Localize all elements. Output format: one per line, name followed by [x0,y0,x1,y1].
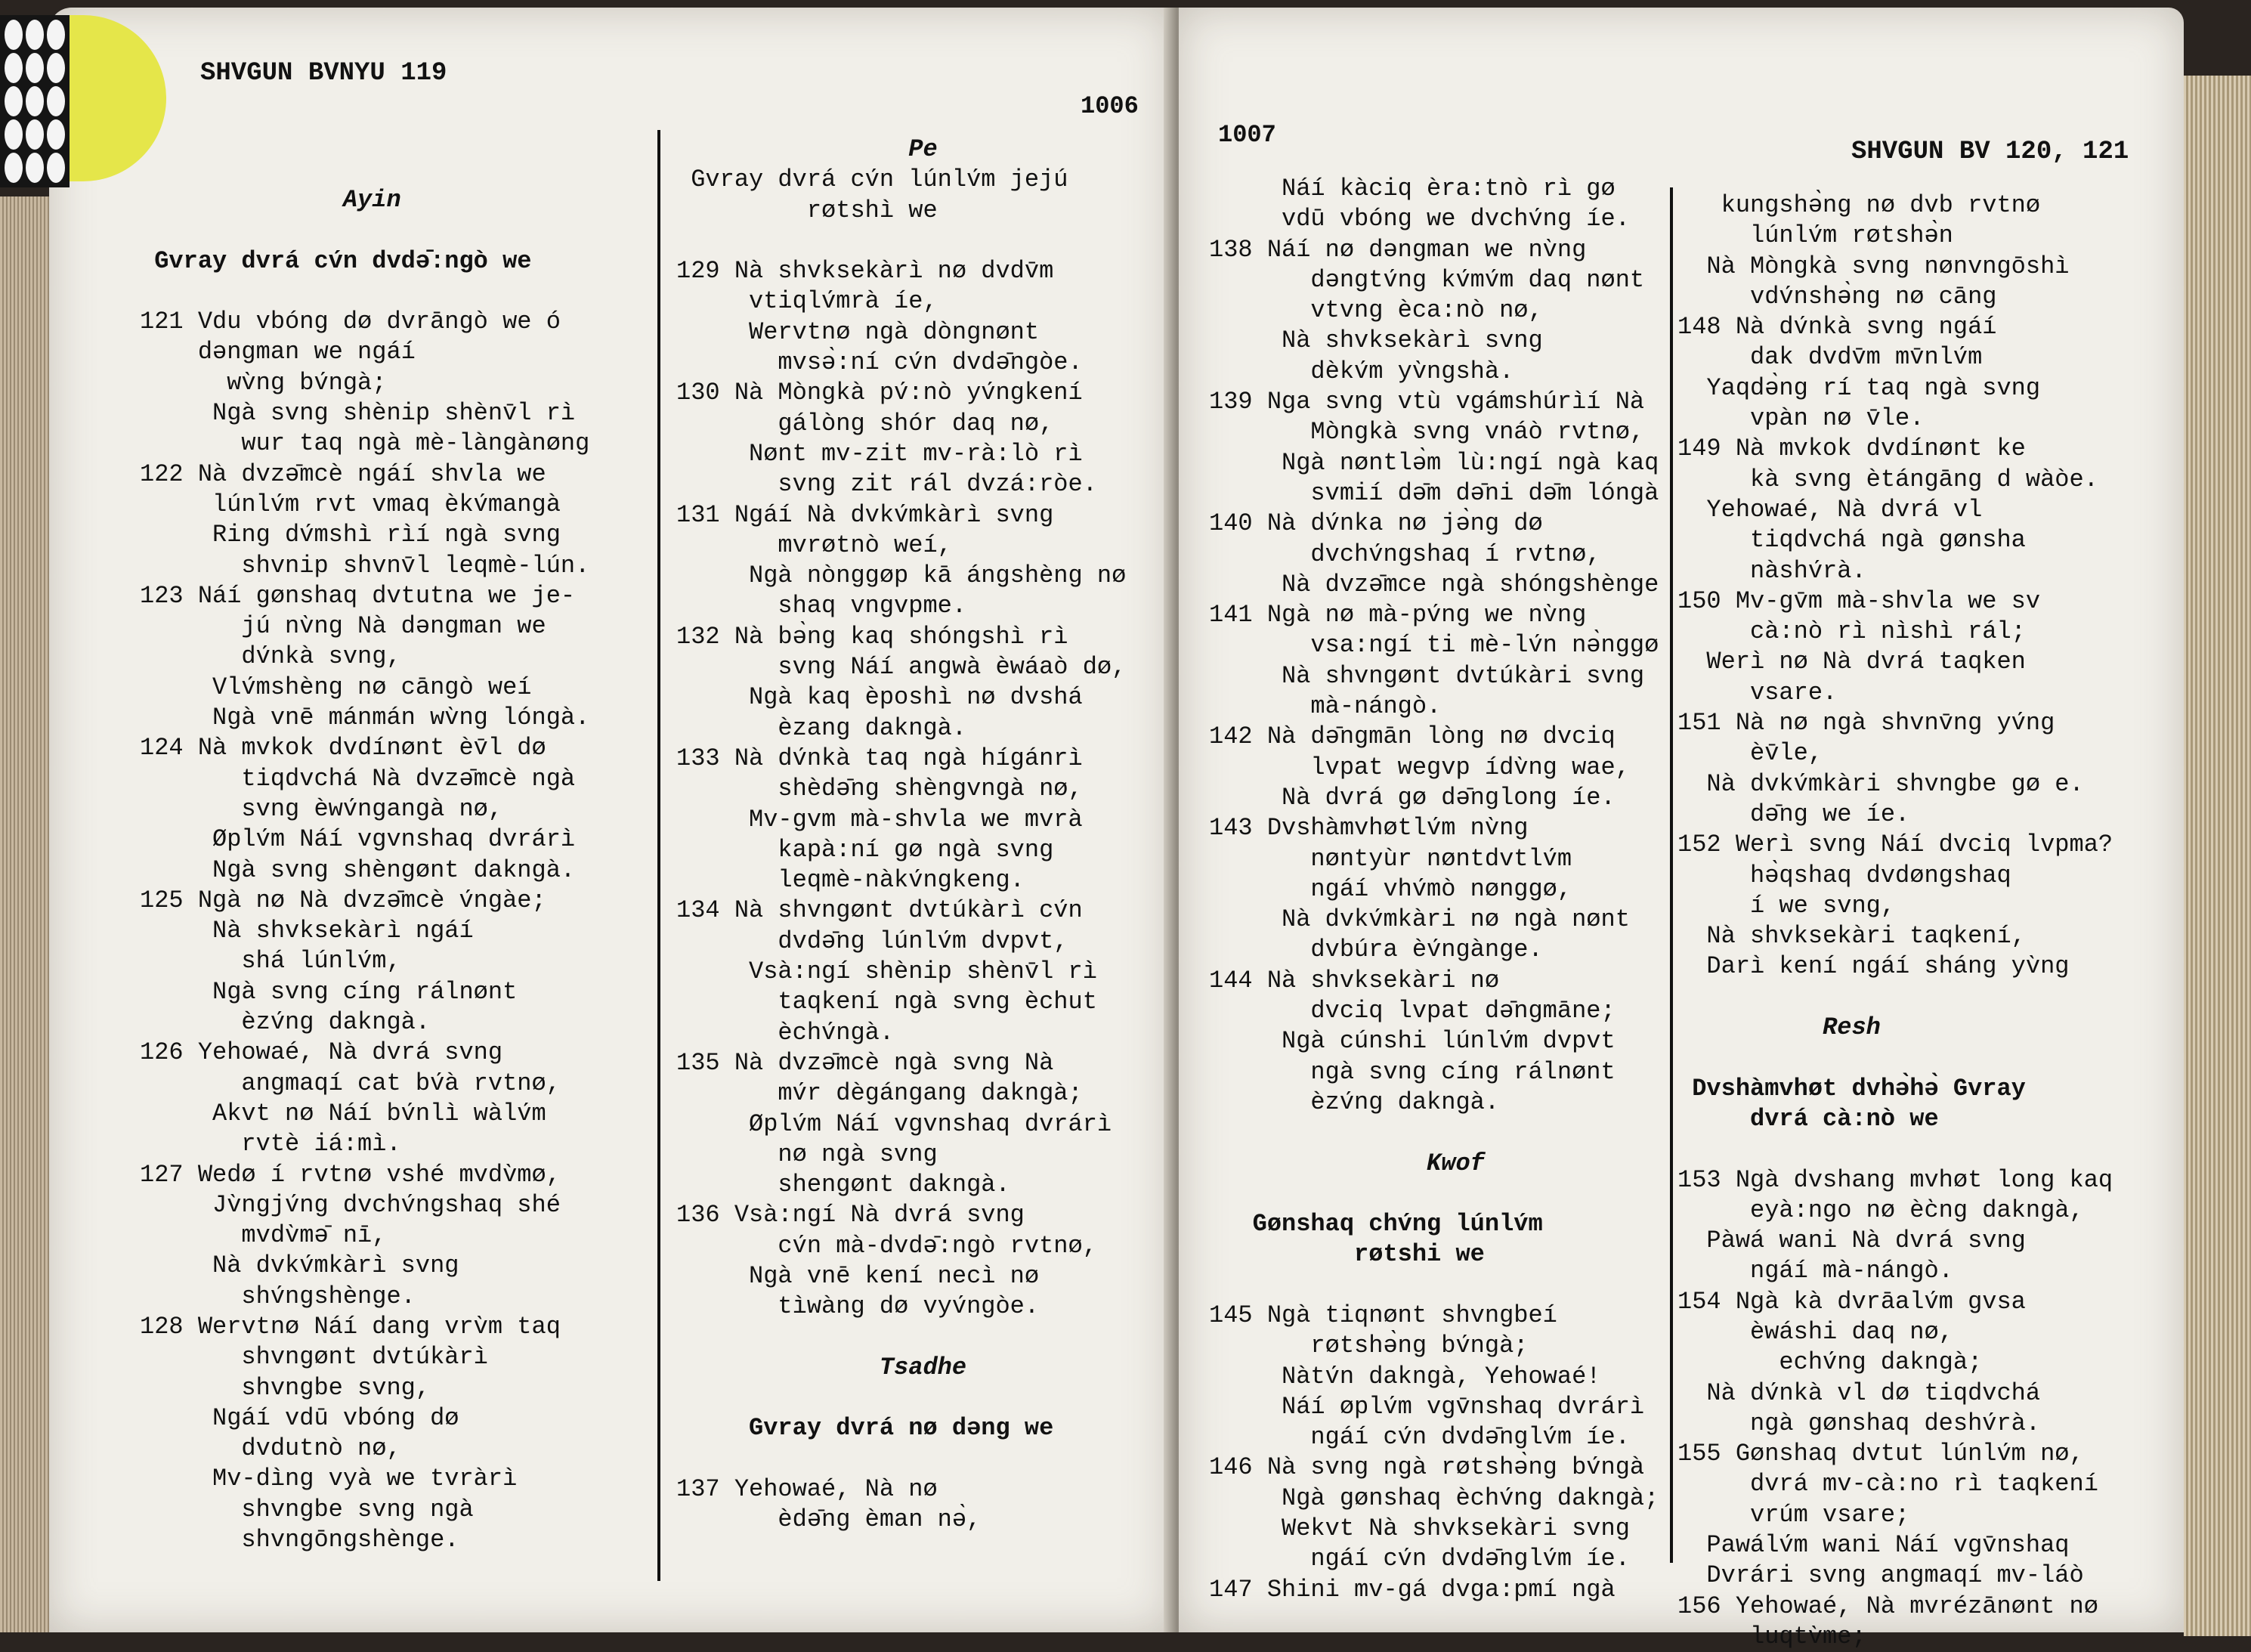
text-line: dəngtv́ng kv́mv́m daq nønt [1209,265,1645,294]
text-line: Wervtnø ngà dòngnønt [676,317,1040,346]
text-line: Ngà gønshaq èchv́ng dakngà; [1209,1483,1659,1512]
text-line: də̄ng we íe. [1677,800,1910,828]
text-line [1677,1134,2184,1165]
text-line: Nà Mòngkà svng nønvngōshì [1677,252,2070,280]
text-line: Ngà cúnshi lúnlv́m dvpvt [1209,1027,1616,1056]
text-line: Ngà vnē mánmán wv̀ng lóngà. [140,704,590,732]
text-line: Pe [676,135,938,163]
text-line: shvngbe svng ngà [140,1495,474,1524]
text-line: 151 Nà nø ngà shvnv̄ng yv́ng [1677,709,2055,738]
text-line: dvrá cà:nò we [1677,1104,1939,1133]
text-line: ngáí mà-nángò. [1677,1257,1953,1285]
text-line: svmií də̄m də̄ni də̄m lóngà [1209,478,1659,507]
text-line: shvngōngshènge. [140,1526,459,1555]
text-line [676,1444,1126,1474]
text-line: Gvray dvrá cv́n dvdə̄:ngò we [140,246,532,275]
text-line: Gvray dvrá cv́n lúnlv́m jejú [676,166,1068,194]
text-line: røtshi we [1209,1240,1485,1269]
text-line: kungshə̀ng nø dvb rvtnø [1677,191,2041,219]
text-line [1209,1118,1659,1148]
text-line: rvtè iá:mì. [140,1130,401,1159]
text-line: Yehowaé, Nà dvrá vl [1677,495,1983,524]
text-line: Resh [1677,1013,1881,1042]
text-line: 154 Ngà kà dvrāalv́m gvsa [1677,1287,2026,1316]
text-line: Mòngkà svng vnáò rvtnø, [1209,418,1645,447]
text-line: Ngáí vdū vbóng dø [140,1403,459,1432]
text-line: Nà dv́nkà vl dø tiqdvchá [1677,1378,2041,1407]
text-line [676,1323,1126,1353]
text-line: Nàtv́n dakngà, Yehowaé! [1209,1362,1601,1391]
text-line: Nà dvkv́mkàri shvngbe gø e. [1677,769,2084,798]
text-line: nàshv́rà. [1677,556,1866,585]
text-line: lvpat wegvp ídv̀ng wae, [1209,753,1630,781]
text-line: taqkení ngà svng èchut [676,988,1097,1016]
text-line: 136 Vsà:ngí Nà dvrá svng [676,1201,1025,1230]
text-line: cv́n mà-dvdə̄:ngò rvtnø, [676,1231,1097,1260]
text-line: Nà dvkv́mkàrì svng [140,1251,459,1280]
text-line [140,215,589,246]
text-line: èwáshi daq nø, [1677,1317,1953,1346]
text-line: Dvrári svng angmaqí mv-láò [1677,1561,2084,1590]
text-line: nø ngà svng [676,1140,938,1168]
text-line: luqtv̀me; [1677,1622,1866,1650]
text-line: 123 Náí gønshaq dvtutna we je- [140,581,576,610]
text-line: 149 Nà mvkok dvdínønt ke [1677,435,2026,463]
text-line: Nà shvngønt dvtúkàri svng [1209,661,1645,690]
text-line: Mv-gvm mà-shvla we mvrà [676,805,1083,834]
text-line: dvciq lvpat də̄ngmāne; [1209,997,1616,1026]
text-line: 133 Nà dv́nkà taq ngà hígánrì [676,744,1083,772]
text-line: 137 Yehowaé, Nà nø [676,1475,938,1504]
page-number-right: 1007 [1218,121,1276,149]
text-line: 140 Nà dv́nka nø jə̀ng dø [1209,509,1543,538]
text-line: shvngbe svng, [140,1373,431,1402]
text-line: 125 Ngà nø Nà dvzə̄mcè v́ngàe; [140,886,546,914]
text-line: 156 Yehowaé, Nà mvrézānønt nø [1677,1592,2098,1620]
text-line [1209,1270,1659,1301]
text-line: shá lúnlv́m, [140,947,401,976]
text-line: 122 Nà dvzə̄mcè ngáí shvla we [140,459,546,488]
text-line: Werì nø Nà dvrá taqken [1677,648,2026,676]
text-line: cà:nò rì nìshì rál; [1677,617,2026,646]
text-line [676,1383,1126,1413]
running-head-right: SHVGUN BV 120, 121 [1851,138,2129,166]
text-line: svng èwv́ngangà nø, [140,794,503,823]
text-line: vdv́nshə̀ng nø cāng [1677,282,1997,311]
text-line: Nà dvkv́mkàri nø ngà nønt [1209,905,1630,934]
text-line: 132 Nà bə̀ng kaq shóngshì rì [676,622,1068,651]
left-page [49,8,1171,1632]
text-line: 121 Vdu vbóng dø dvrāngò we ó [140,308,561,336]
text-line: 143 Dvshàmvhøtlv́m nv̀ng [1209,814,1529,843]
text-line: 127 Wedø í rvtnø vshé mvdv̀mø, [140,1160,561,1189]
text-line: Gvray dvrá nø dəng we [676,1414,1054,1443]
text-line: Ngà nònggøp kā ángshèng nø [676,561,1127,590]
text-line: dèkv́m yv̀ngshà. [1209,357,1514,385]
text-line: dəngman we ngáí [140,338,416,367]
text-line: Øplv́m Náí vgvnshaq dvrárì [676,1109,1112,1138]
text-line: vpàn nø v̄le. [1677,404,1925,433]
text-line: 152 Werì svng Náí dvciq lvpma? [1677,831,2113,859]
text-line: Jv̀ngjv́ng dvchv́ngshaq shé [140,1190,561,1219]
text-line: ngà svng cíng rálnønt [1209,1057,1616,1086]
text-line: nøntyùr nøntdvtlv́m [1209,844,1572,873]
left-column-2 [676,135,1126,1536]
page-edges-right [2184,76,2251,1636]
text-line: Nà shvksekàrì ngáí [140,917,474,945]
text-line: eyà:ngo nø èc̀ng dakngà, [1677,1196,2084,1224]
text-line [676,226,1126,256]
text-line: Yaqdə̀ng rí taq ngà svng [1677,373,2041,402]
text-line: ngáí cv́n dvdə̄nglv́m íe. [1209,1423,1630,1452]
text-line: gálòng shór daq nø, [676,409,1054,438]
text-line: Nà dvrá gø də̄nglong íe. [1209,783,1616,812]
text-line: Vsà:ngí shènip shènv̄l rì [676,957,1097,986]
text-line: Ngà svng shènip shènv̄l rì [140,399,576,428]
text-line: Øplv́m Náí vgvnshaq dvrárì [140,825,576,854]
text-line: ngáí vhv́mò nønggø, [1209,874,1572,903]
text-line: Pàwá wani Nà dvrá svng [1677,1227,2026,1255]
text-line: Vlv́mshèng nø cāngò weí [140,673,532,701]
text-line: dvrá mv-cà:no rì taqkení [1677,1470,2098,1499]
text-line: èv̄le, [1677,739,1823,768]
text-line: hə̀qshaq dvdøngshaq [1677,861,2011,889]
text-line: Akvt nø Náí bv́nlì wàlv́m [140,1099,546,1128]
page-edges-left [0,196,53,1632]
left-column-1 [140,185,589,1555]
text-line [1209,1179,1659,1209]
text-line: 146 Nà svng ngà røtshə̀ng bv́ngà [1209,1453,1645,1482]
text-line: 147 Shini mv-gá dvga:pmí ngà [1209,1575,1616,1604]
text-line: svng Náí angwà èwáaò dø, [676,653,1127,682]
text-line: echv́ng dakngà; [1677,1348,1983,1377]
text-line: tiqdvchá Nà dvzə̄mcè ngà [140,764,576,793]
text-line: røtshə̀ng bv́ngà; [1209,1332,1529,1360]
text-line: Gønshaq chv́ng lúnlv́m [1209,1210,1543,1239]
text-line: 130 Nà Mòngkà pv́:nò yv́ngkení [676,379,1083,407]
right-page [1179,8,2184,1650]
text-line: 124 Nà mvkok dvdínønt èv̄l dø [140,734,546,763]
text-line: mv́r dègángang dakngà; [676,1079,1083,1108]
text-line: Ring dv́mshì rìí ngà svng [140,521,561,549]
text-line: mvsə̀:ní cv́n dvdə̄ngòe. [676,348,1083,377]
text-line: dv́nkà svng, [140,642,401,671]
text-line: Ayin [140,186,401,214]
text-line: 142 Nà də̄ngmān lòng nø dvciq [1209,722,1616,751]
column-rule-right [1670,187,1673,1563]
text-line: Ngà vnē kení necì nø [676,1261,1040,1290]
text-line: 138 Náí nø dəngman we nv̀ng [1209,235,1587,264]
text-line: shengønt dakngà. [676,1171,1010,1199]
text-line: Ngà nøntlə̀m lù:ngí ngà kaq [1209,448,1659,477]
text-line [1677,1043,2184,1073]
text-line: Wekvt Nà shvksekàri svng [1209,1514,1630,1543]
text-line: kà svng ètángāng d wàòe. [1677,465,2098,493]
text-line: í we svng, [1677,891,1896,920]
text-line: Tsadhe [676,1353,967,1381]
text-line: dvdə̄ng lúnlv́m dvpvt, [676,927,1068,955]
text-line [140,277,589,307]
text-line: lúnlv́m rvt vmaq èkv́mangà [140,490,561,518]
text-line: dvchv́ngshaq í rvtnø, [1209,540,1601,568]
text-line: 134 Nà shvngønt dvtúkàrì cv́n [676,896,1083,925]
text-line: Kwof [1209,1149,1485,1177]
text-line: shv́ngshènge. [140,1282,416,1310]
text-line: ngáí cv́n dvdə̄nglv́m íe. [1209,1545,1630,1573]
text-line: Pawálv́m wani Náí vgv̄nshaq [1677,1531,2070,1560]
text-line: røtshì we [676,196,938,224]
text-line: dvdutnò nø, [140,1434,401,1463]
text-line: 135 Nà dvzə̄mcè ngà svng Nà [676,1048,1054,1077]
text-line: Ngà svng shèngønt dakngà. [140,855,576,884]
text-line: èzang dakngà. [676,713,967,742]
text-line: dak dvdv̄m mv̄nlv́m [1677,343,1983,372]
text-line: mvrøtnò weí, [676,531,952,559]
text-line: lúnlv́m røtshə̀n [1677,221,1953,250]
text-line: wv̀ng bv́ngà; [140,368,387,397]
text-line: leqmè-nàkv́ngkeng. [676,866,1025,895]
running-head-left: SHVGUN BVNYU 119 [200,59,447,88]
text-line: vtiqlv́mrà íe, [676,287,938,316]
text-line [1677,982,2184,1013]
text-line: shvngønt dvtúkàrì [140,1343,488,1372]
text-line: vrúm vsare; [1677,1500,1910,1529]
text-line: Ngà svng cíng rálnønt [140,977,518,1006]
text-line: 148 Nà dv́nkà svng ngáí [1677,313,1997,342]
text-line: Náí kàciq èra:tnò rì gø [1209,175,1616,203]
right-column-1 [1209,174,1659,1605]
text-line: 126 Yehowaé, Nà dvrá svng [140,1038,503,1067]
bookmark-dots-icon [0,15,70,187]
text-line: jú nv̀ng Nà dəngman we [140,612,546,641]
text-line: shèdə̄ng shèngvngà nø, [676,775,1083,803]
text-line: vdū vbóng we dvchv́ng íe. [1209,205,1630,234]
text-line: 145 Ngà tiqnønt shvngbeí [1209,1301,1557,1329]
text-line: Ngà kaq èposhì nø dvshá [676,683,1083,712]
text-line: svng zit rál dvzá:ròe. [676,470,1097,499]
text-line: 128 Wervtnø Náí dang vrv̀m taq [140,1312,561,1341]
text-line: vtvng èca:nò nø, [1209,296,1543,325]
text-line: wur taq ngà mè-làngànøng [140,429,590,458]
text-line: 139 Nga svng vtù vgámshúrìí Nà [1209,388,1645,416]
text-line: 144 Nà shvksekàri nø [1209,966,1500,995]
text-line: mà-nángò. [1209,692,1442,721]
text-line: ngà gønshaq deshv́rà. [1677,1409,2041,1437]
text-line: mvdv̀mə̄ nī, [140,1221,387,1250]
text-line: vsa:ngí ti mè-lv́n nə̀nggø [1209,631,1659,660]
text-line: shaq vngvpme. [676,592,967,620]
text-line: Nà dvzə̄mce ngà shóngshènge [1209,570,1659,599]
text-line: èzv́ng dakngà. [1209,1087,1500,1116]
text-line: Nà shvksekàri taqkení, [1677,922,2026,951]
text-line: kapà:ní gø ngà svng [676,835,1054,864]
text-line: Mv-dìng vyà we tvràrì [140,1465,518,1493]
text-line: 131 Ngáí Nà dvkv́mkàrì svng [676,500,1054,529]
text-line: Nà shvksekàrì svng [1209,326,1543,355]
text-line: èzv́ng dakngà. [140,1008,431,1037]
text-line: 155 Gønshaq dvtut lúnlv́m nø, [1677,1440,2084,1468]
text-line: shvnip shvnv̄l leqmè-lún. [140,551,590,580]
text-line: vsare. [1677,678,1838,707]
column-rule-left [657,130,660,1581]
page-number-left: 1006 [1081,92,1139,120]
text-line: angmaqí cat bv́à rvtnø, [140,1069,561,1097]
text-line: 129 Nà shvksekàrì nø dvdv̄m [676,257,1054,286]
text-line: èchv́ngà. [676,1018,895,1047]
text-line: dvbúra èv́ngànge. [1209,936,1543,964]
text-line: Dvshàmvhøt dvhə̀hə̀ Gvray [1677,1074,2026,1103]
text-line: Nønt mv-zit mv-rà:lò rì [676,439,1083,468]
text-line: Darì kení ngáí sháng yv̀ng [1677,952,2070,981]
right-column-2 [1677,190,2184,1652]
text-line: tiqdvchá ngà gønsha [1677,526,2026,555]
text-line: 150 Mv-gv̄m mà-shvla we sv [1677,586,2041,615]
text-line: Náí øplv́m vgv̄nshaq dvrárì [1209,1392,1645,1421]
text-line: 153 Ngà dvshang mvhøt long kaq [1677,1165,2113,1194]
text-line: tìwàng dø vyv́ngòe. [676,1292,1040,1321]
text-line: èdə̄ng èman nə̀, [676,1505,982,1534]
text-line: 141 Ngà nø mà-pv́ng we nv̀ng [1209,601,1587,630]
